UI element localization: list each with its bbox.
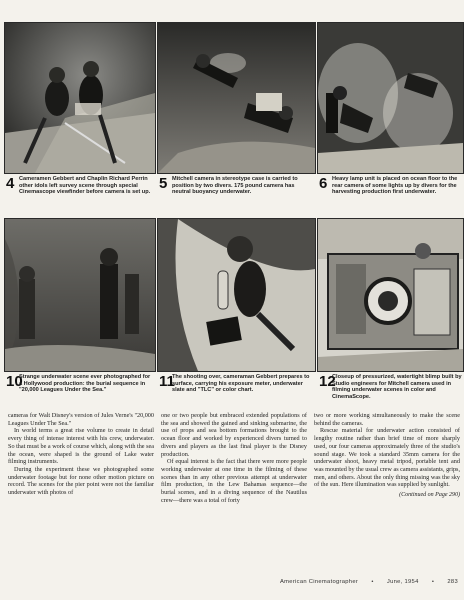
caption-number: 4 — [6, 175, 15, 192]
footer-bullet: • — [431, 579, 435, 585]
caption-text: The shooting over, cameraman Gebbert prepares to surface, carrying his exposure meter, underwater slate and "TLC" or color chart. — [172, 374, 310, 394]
caption-text: Mitchell camera in stereotype case is carried to position by two divers. 175 pound camera has neutral buoyancy underwater. — [172, 176, 298, 196]
body-column-1 — [8, 412, 154, 497]
issue-date: June, 1954 — [386, 579, 419, 585]
magazine-name: American Cinematographer — [280, 579, 359, 585]
page-footer — [280, 579, 458, 585]
caption-5 — [159, 176, 314, 196]
caption-6 — [319, 176, 462, 196]
caption-4 — [6, 176, 154, 196]
caption-number: 5 — [159, 175, 168, 192]
body-paragraph: one or two people but embraced extended populations of the sea and showed the gained and sinking submarine, the use of props and sea bottom formations brought to the ocean floor and worked by experienced divers turned to divers and players as the last final player is the Disney production. — [161, 412, 307, 458]
body-paragraph: In world terms a great rise volume to create in detail every thing of intense interest with his crew, underwater. So that must be a work of course which, along with the sea the ocean, were shaped is the ground of Lake water filming instruments. — [8, 427, 154, 466]
caption-text: Strange underwater scene ever photographed for a Hollywood production: the burial sequence in "20,000 Leagues Under the Sea." — [19, 374, 151, 394]
body-column-3 — [314, 412, 460, 500]
footer-bullet: • — [371, 579, 374, 585]
body-paragraph: During the experiment these we photographed some underwater footage but for none other motion picture on record. The scenes for the pier point were not the familiar underwater with photos of — [8, 465, 154, 497]
body-paragraph: cameras for Walt Disney's version of Jules Verne's "20,000 Leagues Under The Sea." — [8, 412, 154, 427]
body-paragraph: Of equal interest is the fact that there were more people working underwater at one time in the filming of these scenes than in any other previous attempt at underwater film production, in the Lew Bahamas sequence—the burial scenes, and in a diving sequence of the Nautilus crew—there was a total of forty — [161, 458, 307, 504]
body-paragraph: Rescue material for underwater action consisted of lengthy routine rather than brief time of more sharply used, our four cameras approximately three of the studio's sound stage. We took a standard 35mm camera for the underwater shoot, heavy metal tripod, portable tent and was mounted by the usual crew as camera assistants, grips, men, and others. About the only thing missing was the sky of the sun. Here illumination was supplied by sunlight. — [314, 427, 460, 489]
photo-divers-viewfinder — [4, 22, 156, 174]
photo-camera-blimp — [317, 218, 464, 372]
caption-10 — [6, 374, 154, 394]
continued-note: (Continued on Page 290) — [399, 492, 460, 499]
caption-number: 12 — [319, 373, 336, 390]
photo-divers-carry-camera — [157, 22, 316, 174]
body-paragraph: two or more working simultaneously to make the scene behind the cameras. — [314, 412, 460, 427]
caption-12 — [319, 374, 462, 400]
photo-lamp-unit — [317, 22, 464, 174]
body-column-2 — [161, 412, 307, 504]
photo-burial-sequence — [4, 218, 156, 372]
caption-11 — [159, 374, 314, 394]
caption-text: Heavy lamp unit is placed on ocean floor to the rear camera of some lights up by divers for the harvesting production first underwater. — [332, 176, 458, 196]
photo-cameraman-surface — [157, 218, 316, 372]
page-number: 283 — [447, 579, 458, 585]
caption-number: 11 — [159, 373, 175, 390]
caption-number: 10 — [6, 373, 23, 390]
caption-number: 6 — [319, 175, 328, 192]
caption-text: Cameramen Gebbert and Chaplin Richard Perrin other idols left survey scene through special Cinemascope viewfinder before camera is set up. — [19, 176, 151, 196]
caption-text: Closeup of pressurized, watertight blimp built by Studio engineers for Mitchell camera used in filming underwater scenes in color and CinemaScope. — [332, 374, 462, 400]
